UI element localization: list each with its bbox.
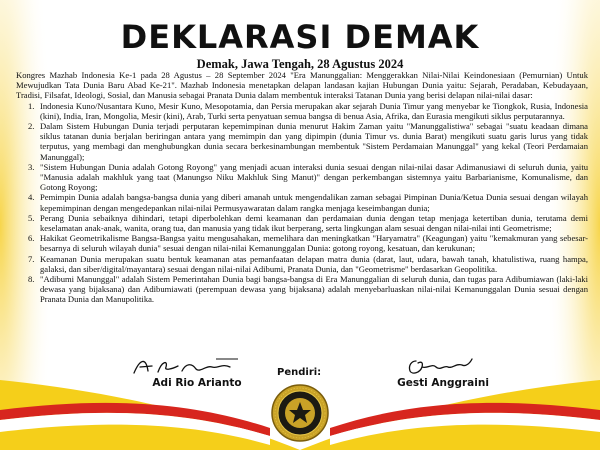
list-item [16, 121, 588, 162]
list-item-text: Indonesia Kuno/Nusantara Kuno, Mesir Kuno, Mesopotamia, dan Persia merupakan akar sejarah Dunia Timur yang menyebar ke Tiongkok, Rusia, Indonesia (kini), India, Iran, Mongolia, Mesir (kini), Arab, Turki serta penyatuan semua bangsa di benua Asia, Afrika, dan Eurasia mengikuti siklus perputarannya. [40, 100, 588, 121]
list-item-number: 5. [28, 212, 35, 223]
list-item-text: Keamanan Dunia merupakan suatu bentuk keamanan atas pemanfaatan delapan matra dunia (darat, laut, udara, bawah tanah, khatulistiwa, ruang hampa, galaksi, dan siber/digital/mayantara) sesuai dengan nilai-nilai Adibumi, Pranata Dunia, dan "Geometrisme" berdasarkan Geopolitika. [40, 253, 588, 274]
signer-right [368, 355, 518, 389]
list-item [16, 192, 588, 212]
principles-list [16, 101, 588, 305]
list-item-text: Dalam Sistem Hubungan Dunia terjadi perputaran kepemimpinan dunia menurut Hakim Zaman yaitu "Manunggalistiwa" sebagai "suatu keadaan dimana siklus tatanan dunia berjalan beriringan antara yang memimpin dan yang dipimpin (dunia Timur vs. dunia Barat) mengikuti suatu garis lurus yang tidak terputus, yang membagi dan menghubungkan dunia secara berkesinambungan membentuk "Sistem Perdamaian Manunggal" yang kekal (Teori Perdamaian Manunggal); [40, 121, 588, 162]
signature-mark-right [368, 355, 518, 377]
signer-name-right: Gesti Anggraini [397, 377, 489, 389]
list-item [16, 254, 588, 274]
document-subtitle: Demak, Jawa Tengah, 28 Agustus 2024 [196, 57, 404, 71]
list-item-text: "Sistem Hubungan Dunia adalah Gotong Royong" yang menjadi acuan interaksi dunia sesuai dengan nilai-nilai dasar Adimanusiawi di seluruh dunia, yaitu "Manusia adalah makhluk yang taat (Manungso Niku Makhluk Sing Manut)" dengan perkembangan sistemnya yaitu Barbarianisme, Komunalisme, dan Gotong Royong; [40, 161, 588, 193]
signer-name-left: Adi Rio Arianto [152, 377, 242, 389]
list-item-text: Hakikat Geometrikalisme Bangsa-Bangsa yaitu mengusahakan, memelihara dan meningkatkan "Haryamatra" (Keagungan) yaitu "kemakmuran yang sebesar-besarnya di seluruh wilayah dunia" sesuai dengan nilai-nilai Kemanunggalan Dunia: gotong royong, kesatuan, dan kerukunan; [40, 233, 588, 254]
list-item-text: Perang Dunia sebaiknya dihindari, tetapi diperbolehkan demi keamanan dan perdamaian dunia dengan tetap menjaga ketertiban dunia, terutama demi keselamatan anak-anak, wanita, orang tua, dan manusia yang tidak ikut berperang, serta lingkungan alam sesuai dengan nilai-nilai inti Geometrisme; [40, 212, 588, 234]
list-item-number: 6. [28, 233, 35, 244]
pendiri-label: Pendiri: [277, 367, 322, 378]
intro-paragraph: Kongres Mazhab Indonesia Ke-1 pada 28 Agustus – 28 September 2024 "Era Manunggalian: Menggerakkan Nilai-Nilai Keindonesiaan (Pemurnian) Untuk Mewujudkan Tata Dunia Baru Abad Ke-21". Mazhab Indonesia menetapkan delapan landasan kajian Hubungan Dunia yaitu: Sejarah, Peradaban, Kebudayaan, Tradisi, Filsafat, Ideologi, Sosial, dan Manusia sebagai Pranata Dunia dalam membentuk interaksi Tatanan Dunia yang berisi delapan nilai-nilai dasar: [16, 70, 588, 101]
signer-left [112, 355, 282, 389]
list-item-text: Pemimpin Dunia adalah bangsa-bangsa dunia yang diberi amanah untuk mengendalikan zaman sebagai Pimpinan Dunia/Ketua Dunia sesuai dengan wilayah kepemimpinan dengan mengedepankan nilai-nilai Permusyawaratan dalam rangka menjaga keseimbangan dunia; [40, 192, 588, 213]
seal-emblem-icon [270, 383, 330, 443]
list-item-text: "Adibumi Manunggal" adalah Sistem Pemerintahan Dunia bagi bangsa-bangsa di Era Manunggalian di seluruh dunia, dan tugas para Adibumiawan (laki-laki dewasa yang bijaksana) dan Adibumiawati (perempuan dewasa yang bijaksana) adalah menyebarluaskan nilai-nilai Kemanunggalan Dunia sesuai dengan Pranata Dunia dan Manupolitika. [40, 274, 588, 305]
list-item [16, 274, 588, 305]
list-item-number: 1. [28, 100, 35, 111]
list-item [16, 101, 588, 121]
list-item-number: 2. [28, 121, 35, 132]
signature-mark-left [112, 355, 282, 377]
list-item-number: 3. [28, 161, 35, 172]
list-item [16, 213, 588, 233]
list-item-number: 7. [28, 253, 35, 264]
list-item [16, 233, 588, 253]
list-item [16, 162, 588, 193]
document-title: DEKLARASI DEMAK [120, 18, 480, 56]
list-item-number: 8. [28, 274, 35, 285]
document-body [16, 70, 588, 305]
list-item-number: 4. [28, 192, 35, 203]
